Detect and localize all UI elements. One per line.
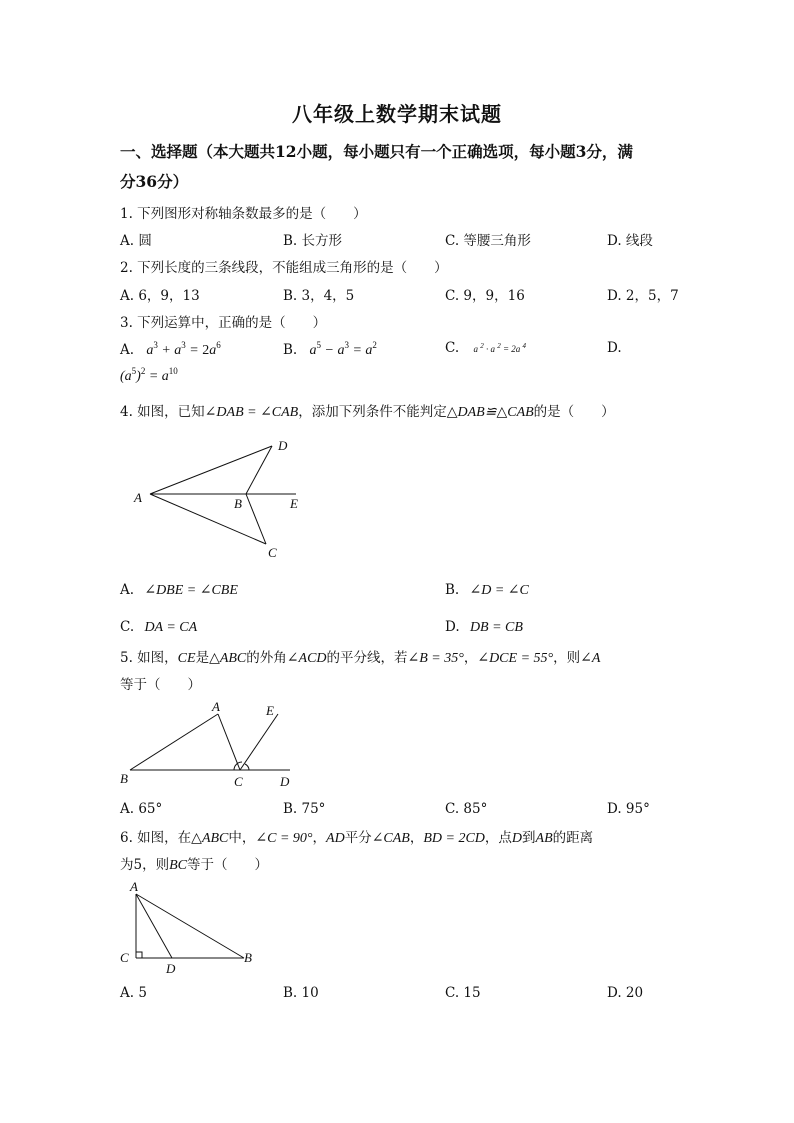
question-6-stem-line1 xyxy=(120,826,593,847)
label-c: C xyxy=(120,950,129,965)
question-2-option-d: D. 2，5，7 xyxy=(607,288,679,304)
question-4-option-a xyxy=(120,582,238,599)
math-expression: AB xyxy=(535,831,553,846)
math-expression: ∠D = ∠C xyxy=(469,583,529,598)
math-expression: a $^2$ · a $^2$ = 2a $^4$ xyxy=(473,342,527,354)
stem-text: ，点 xyxy=(484,830,512,846)
question-5-stem-line2: 等于（ ） xyxy=(120,677,201,693)
option-label: D. xyxy=(445,619,460,635)
question-2-stem: 2. 下列长度的三条线段，不能组成三角形的是（ ） xyxy=(120,260,448,276)
question-1-option-c: C. 等腰三角形 xyxy=(445,233,531,249)
math-expression: △DAB≌△CAB xyxy=(446,405,534,420)
stem-text: 的外角 xyxy=(246,650,287,666)
stem-text: 为5，则 xyxy=(120,857,170,873)
label-a: A xyxy=(130,879,138,894)
question-4-option-c xyxy=(120,619,197,636)
question-6-stem-line2 xyxy=(120,853,268,874)
math-expression: DA = CA xyxy=(144,620,198,635)
option-label: B. xyxy=(445,582,460,598)
stem-text: ，添加下列条件不能判定 xyxy=(298,404,447,420)
label-a: A xyxy=(134,490,142,505)
stem-text: 5. 如图， xyxy=(120,650,178,666)
label-e: E xyxy=(290,496,298,511)
math-expression: BC xyxy=(169,858,187,873)
option-label: B. xyxy=(283,342,298,358)
math-expression: ∠A xyxy=(580,651,601,666)
math-expression: ∠C = 90° xyxy=(255,831,313,846)
question-1-option-a: A. 圆 xyxy=(120,233,152,249)
question-2-option-a: A. 6，9，13 xyxy=(120,288,200,304)
stem-text: 的平分线，若 xyxy=(326,650,408,666)
stem-text: 是 xyxy=(195,650,210,666)
question-5-figure xyxy=(116,698,306,794)
stem-text: 4. 如图，已知 xyxy=(120,404,205,420)
math-expression: BD = 2CD xyxy=(423,831,485,846)
question-3-stem: 3. 下列运算中，正确的是（ ） xyxy=(120,315,327,331)
question-3-option-d: D. xyxy=(607,340,622,356)
math-expression: △ABC xyxy=(209,651,247,666)
question-3-option-d-expression: $(a^5)^2 = a^{10}$ xyxy=(120,366,178,384)
question-2-option-b: B. 3，4，5 xyxy=(283,288,355,304)
stem-text: ， xyxy=(409,830,424,846)
math-expression: ∠DBE = ∠CBE xyxy=(144,583,238,598)
math-expression: $a^5 - a^3 = a^2$ xyxy=(309,340,377,358)
label-b: B xyxy=(244,950,252,965)
label-d: D xyxy=(278,438,288,453)
math-expression: △ABC xyxy=(191,831,229,846)
label-c: C xyxy=(234,774,243,789)
label-d: D xyxy=(166,961,176,976)
label-d: D xyxy=(280,774,290,789)
question-5-option-a: A. 65° xyxy=(120,801,163,817)
option-label: C. xyxy=(445,340,460,356)
stem-text: 到 xyxy=(522,830,536,846)
question-6-figure xyxy=(114,876,264,976)
question-3-option-b xyxy=(283,340,377,359)
page-title: 八年级上数学期末试题 xyxy=(292,102,502,126)
question-1-option-d: D. 线段 xyxy=(607,233,653,249)
label-a: A xyxy=(212,699,220,714)
label-c: C xyxy=(268,545,277,560)
question-5-option-c: C. 85° xyxy=(445,801,488,817)
question-2-option-c: C. 9，9，16 xyxy=(445,288,525,304)
option-label: C. xyxy=(120,619,135,635)
stem-text: ， xyxy=(463,650,478,666)
math-expression: DB = CB xyxy=(469,620,523,635)
question-6-option-c: C. 15 xyxy=(445,985,481,1001)
math-expression: CE xyxy=(177,651,196,666)
stem-text: ， xyxy=(312,830,327,846)
question-5-stem-line1 xyxy=(120,646,600,667)
section-heading-line2: 分36分） xyxy=(120,172,189,191)
question-4-stem xyxy=(120,400,615,421)
math-expression: ∠DCE = 55° xyxy=(477,651,554,666)
option-label: A. xyxy=(120,342,135,358)
stem-text: 平分 xyxy=(344,830,372,846)
math-expression: D xyxy=(511,831,523,846)
label-e: E xyxy=(266,703,274,718)
math-expression: ∠B = 35° xyxy=(407,651,464,666)
label-b: B xyxy=(120,771,128,786)
stem-text: 6. 如图，在 xyxy=(120,830,192,846)
stem-text: 等于（ ） xyxy=(186,857,268,873)
math-expression: ∠DAB = ∠CAB xyxy=(204,405,299,420)
question-5-option-d: D. 95° xyxy=(607,801,650,817)
math-expression: AD xyxy=(326,831,345,846)
stem-text: 的距离 xyxy=(552,830,594,846)
question-6-option-b: B. 10 xyxy=(283,985,319,1001)
question-1-option-b: B. 长方形 xyxy=(283,233,343,249)
question-4-figure xyxy=(128,432,318,566)
question-5-option-b: B. 75° xyxy=(283,801,326,817)
option-label: A. xyxy=(120,582,135,598)
stem-text: 的是（ ） xyxy=(533,404,615,420)
math-expression: ∠CAB xyxy=(371,831,410,846)
question-3-option-c xyxy=(445,340,526,356)
question-4-option-b xyxy=(445,582,529,599)
question-4-option-d xyxy=(445,619,523,636)
math-expression: $a^3 + a^3 = 2a^6$ xyxy=(146,340,221,358)
question-6-option-a: A. 5 xyxy=(120,985,147,1001)
math-expression: ∠ACD xyxy=(286,651,327,666)
section-heading-line1: 一、选择题（本大题共12小题，每小题只有一个正确选项，每小题3分，满 xyxy=(120,142,633,161)
question-1-stem: 1. 下列图形对称轴条数最多的是（ ） xyxy=(120,206,367,222)
question-3-option-a xyxy=(120,340,221,359)
stem-text: ，则 xyxy=(553,650,581,666)
stem-text: 中， xyxy=(228,830,256,846)
question-6-option-d: D. 20 xyxy=(607,985,644,1001)
label-b: B xyxy=(234,496,242,511)
